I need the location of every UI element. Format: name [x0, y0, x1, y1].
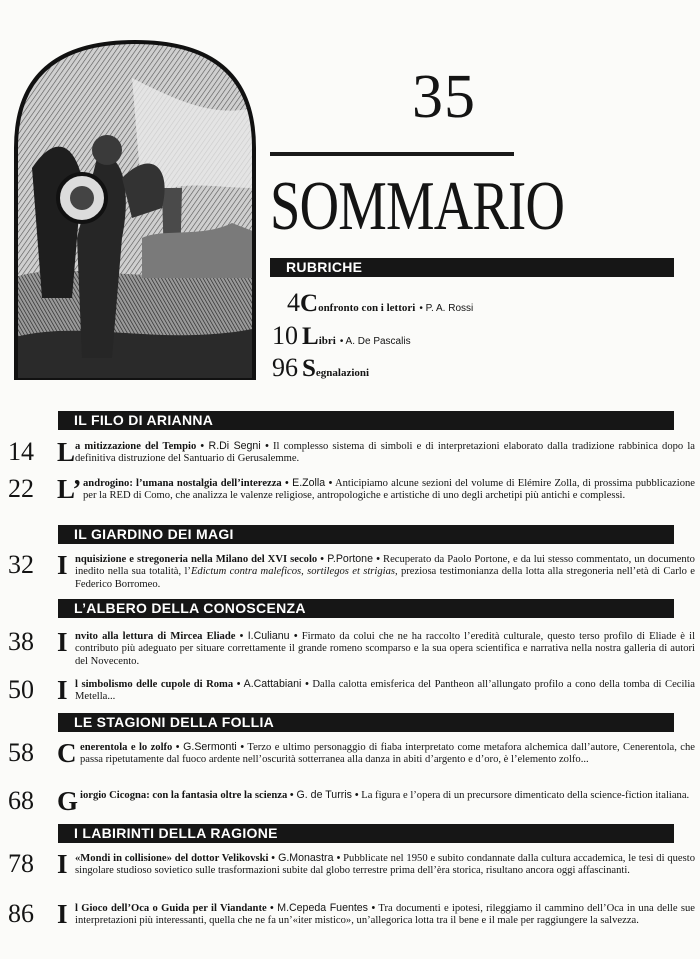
entry-text: nquisizione e stregoneria nella Milano del XVI secolo • P.Portone • Recuperato da Paolo Portone, e da lui stesso commentato, un documento inedito nella sua totalità, l’Edictum contra maleficos, sortilegos et strigias, preziosa testimonianza della lotta alla stregoneria nell’età di Carlo e Federico Borromeo.: [75, 553, 695, 590]
page-title: SOMMARIO: [270, 168, 565, 245]
angel-illustration: [12, 38, 258, 380]
rubrica-item: 10 Libri • A. De Pascalis: [272, 321, 411, 350]
entry-text: androgino: l’umana nostalgia dell’interezza • E.Zolla • Anticipiamo alcune sezioni del volume di Elémire Zolla, di prossima pubblicazione per la RED di Como, che analizza le valenze religiose, antropologiche e artistiche di uno degli archetipi più antichi e complessi.: [83, 477, 695, 502]
section-header: L’ALBERO DELLA CONOSCENZA: [58, 599, 674, 618]
section-header: IL GIARDINO DEI MAGI: [58, 525, 674, 544]
section-header: IL FILO DI ARIANNA: [58, 411, 674, 430]
magazine-page: 35 SOMMARIO RUBRICHE 4Confronto con i lettori • P. A. Rossi 10 Libri • A. De Pascalis 96 Segnalazioni IL FILO DI ARIANNA 14 L a mitizzazione del Tempio • R.Di Segni • Il complesso sistema di simboli e di interpretazioni elaborato dalla tradizione rabbinica dopo la definitiva distruzione del Santuario di Gerusalemme. 22 L’ androgino: l’umana nostalgia dell’interezza • E.Zolla • Anticipiamo alcune sezioni del volume di Elémire Zolla, di prossima pubblicazione per la RED di Como, che analizza le valenze religiose, antropologiche e artistiche di uno degli archetipi più antichi e complessi. IL GIARDINO DEI MAGI 32 I nquisizione e stregoneria nella Milano del XVI secolo • P.Portone • Recuperato da Paolo Portone, e da lui stesso commentato, un documento inedito nella sua totalità, l’Edictum contra maleficos, sortilegos et strigias, preziosa testimonianza della lotta alla stregoneria nell’età di Carlo e Federico Borromeo. L’ALBERO DELLA CONOSCENZA 38 I nvito alla lettura di Mircea Eliade • I.Culianu • Firmato da colui che ne ha raccolto l’eredità culturale, questo terso profilo di Eliade è il contributo più adeguato per situare correttamente il grande romeno scomparso e la sua opera scientifica e narrativa nella nostra galleria di autori del Novecento. 50 I l simbolismo delle cupole di Roma • A.Cattabiani • Dalla calotta emisferica del Pantheon all’allungato profilo a cono della tomba di Cecilia Metella... LE STAGIONI DELLA FOLLIA 58 C enerentola e lo zolfo • G.Sermonti • Terzo e ultimo personaggio di fiaba interpretato come metafora alchemica dall’autore, Cenerentola, che passa ripetutamente dal fuoco ardente nell’oscurità sotterranea alla danza in abiti d’argento e d’oro, è l’elemento zolfo... 68 G iorgio Cicogna: con la fantasia oltre la scienza • G. de Turris • La figura e l’opera di un precursore dimenticato della science-fiction italiana. I LABIRINTI DELLA RAGIONE 78 I «Mondi in collisione» del dottor Velikovski • G.Monastra • Pubblicate nel 1950 e subito condannate dalla cultura accademica, le tesi di questo singolare studioso sovietico sulle trasformazioni subite dal globo terrestre prima dell’èra storica, risultano ancora oggi affascinanti. 86 I l Gioco dell’Oca o Guida per il Viandante • M.Cepeda Fuentes • Tra documenti e ipotesi, rileggiamo il cammino dell’Oca in una delle sue interpretazioni più interessanti, quella che ne fa un’«iter mistico», un’allegorica lotta tra il bene e il male per raggiungere la salvezza.: [0, 0, 700, 959]
entry-text: «Mondi in collisione» del dottor Velikovski • G.Monastra • Pubblicate nel 1950 e subito condannate dalla cultura accademica, le tesi di questo singolare studioso sovietico sulle trasformazioni subite dal globo terrestre prima dell’èra storica, risultano ancora oggi affascinanti.: [75, 852, 695, 877]
entry-text: iorgio Cicogna: con la fantasia oltre la scienza • G. de Turris • La figura e l’opera di un precursore dimenticato della science-fiction italiana.: [80, 789, 690, 801]
entry-text: l simbolismo delle cupole di Roma • A.Cattabiani • Dalla calotta emisferica del Pantheon all’allungato profilo a cono della tomba di Cecilia Metella...: [75, 678, 696, 703]
rubrica-item: 4Confronto con i lettori • P. A. Rossi: [287, 288, 474, 317]
section-header: LE STAGIONI DELLA FOLLIA: [58, 713, 674, 732]
section-header-rubriche: RUBRICHE: [270, 258, 674, 277]
entry-text: a mitizzazione del Tempio • R.Di Segni • Il complesso sistema di simboli e di interpretazioni elaborato dalla tradizione rabbinica dopo la definitiva distruzione del Santuario di Gerusalemme.: [75, 440, 695, 465]
entry-text: enerentola e lo zolfo • G.Sermonti • Terzo e ultimo personaggio di fiaba interpretato come metafora alchemica dall’autore, Cenerentola, che passa ripetutamente dal fuoco ardente nell’oscurità sotterranea alla danza in abiti d’argento e d’oro, è l’elemento zolfo...: [80, 741, 695, 766]
section-header: I LABIRINTI DELLA RAGIONE: [58, 824, 674, 843]
entry-text: nvito alla lettura di Mircea Eliade • I.Culianu • Firmato da colui che ne ha raccolto l’eredità culturale, questo terso profilo di Eliade è il contributo più adeguato per situare correttamente il grande romeno scomparso e la sua opera scientifica e narrativa nella nostra galleria di autori del Novecento.: [75, 630, 696, 667]
entry-text: l Gioco dell’Oca o Guida per il Viandante • M.Cepeda Fuentes • Tra documenti e ipotesi, rileggiamo il cammino dell’Oca in una delle sue interpretazioni più interessanti, quella che ne fa un’«iter mistico», un’allegorica lotta tra il bene e il male per raggiungere la salvezza.: [75, 902, 695, 927]
title-rule: [270, 152, 514, 156]
issue-number: 35: [412, 63, 476, 131]
rubrica-item: 96 Segnalazioni: [272, 353, 370, 382]
